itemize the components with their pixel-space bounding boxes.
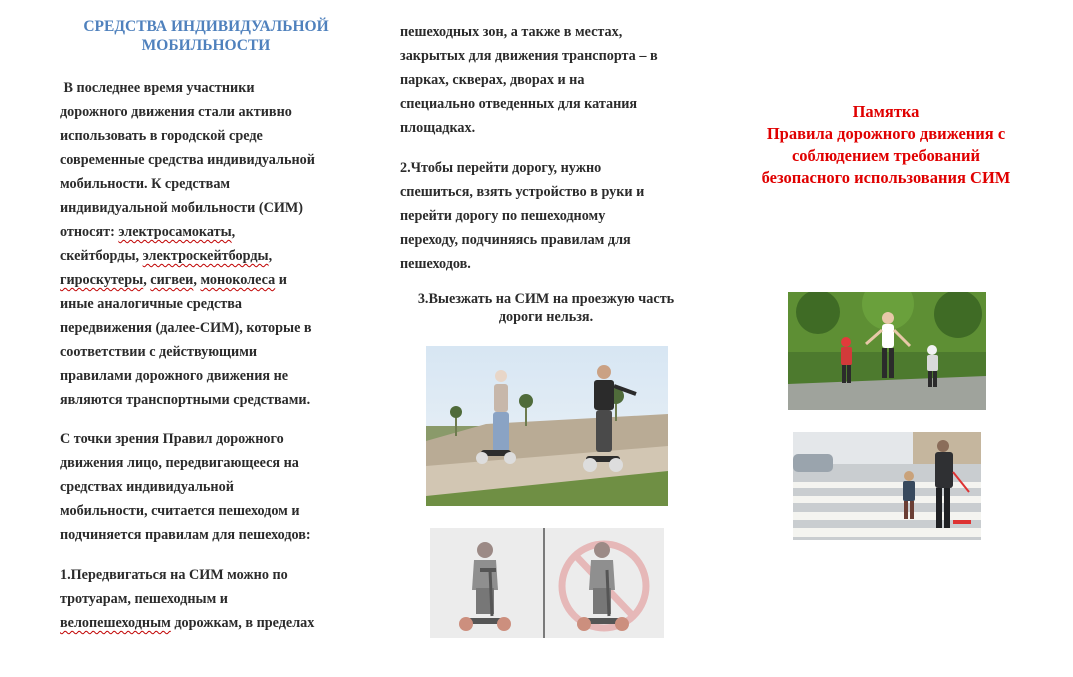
text-line: иные аналогичные средства [60,296,243,312]
text-line: специально отведенных для катания [400,96,638,112]
text-line: площадках. [400,120,476,136]
text-line: 1.Передвигаться на СИМ можно по [60,567,288,583]
text-line: парках, скверах, дворах и на [400,72,585,88]
text-line: мобильности. К средствам [60,176,231,192]
spellcheck-word: электросамокаты [118,224,232,240]
rule1-continued [400,20,658,140]
text-line: соответствии с действующими [60,344,258,360]
text-line: закрытых для движения транспорта – в [400,48,658,64]
text-line: С точки зрения Правил дорожного [60,431,284,447]
text-line: 2.Чтобы перейти дорогу, нужно [400,160,602,176]
heading-line: МОБИЛЬНОСТИ [141,37,271,54]
text-line: В последнее время участники [60,80,255,96]
rule2-paragraph [400,156,644,276]
rule1-paragraph [60,563,314,635]
text-line: правилами дорожного движения не [60,368,289,384]
text-line: индивидуальной мобильности (СИМ) [60,200,303,216]
title-line: Правила дорожного движения с [766,124,1006,143]
text-line: дороги нельзя. [498,309,594,325]
rollerblading-family-photo [788,292,986,410]
text-line: движения лицо, передвигающееся на [60,455,299,471]
title-line: соблюдением требований [791,146,981,165]
text-line: велопешеходным дорожкам, в пределах [60,615,315,631]
pedestrian-crossing-photo [793,432,981,540]
segway-allowed-forbidden-illustration [430,528,664,638]
text-line: пешеходов. [400,256,471,272]
text-line: дорожного движения стали активно [60,104,292,120]
spellcheck-word: моноколеса [200,272,276,288]
text-line: 3.Выезжать на СИМ на проезжую часть [417,291,675,307]
text-line: являются транспортными средствами. [60,392,311,408]
spellcheck-word: сигвеи [150,272,194,288]
text-line: гироскутеры, сигвеи, моноколеса и [60,272,287,288]
spellcheck-word: электроскейтборды [142,248,269,264]
memo-title [735,101,1037,189]
section-heading [60,17,352,55]
text-line: использовать в городской среде [60,128,263,144]
rule3-paragraph [398,290,694,326]
text-line: относят: электросамокаты, [60,224,236,240]
text-line: переходу, подчиняясь правилам для [400,232,631,248]
heading-line: СРЕДСТВА ИНДИВИДУАЛЬНОЙ [83,18,329,35]
intro-paragraph [60,76,315,412]
text-line: современные средства индивидуальной [60,152,315,168]
title-line: безопасного использования СИМ [761,168,1011,187]
text-line: тротуарам, пешеходным и [60,591,228,607]
title-line: Памятка [852,102,920,121]
text-line: перейти дорогу по пешеходному [400,208,606,224]
text-line: мобильности, считается пешеходом и [60,503,300,519]
text-line: скейтборды, электроскейтборды, [60,248,273,264]
text-line: пешеходных зон, а также в местах, [400,24,623,40]
text-line: средствах индивидуальной [60,479,234,495]
spellcheck-word: велопешеходным [60,615,171,631]
pdd-paragraph [60,427,311,547]
text-line: подчиняется правилам для пешеходов: [60,527,311,543]
text-line: спешиться, взять устройство в руки и [400,184,645,200]
segway-riders-photo [426,346,668,506]
text-line: передвижения (далее-СИМ), которые в [60,320,312,336]
spellcheck-word: гироскутеры [60,272,144,288]
